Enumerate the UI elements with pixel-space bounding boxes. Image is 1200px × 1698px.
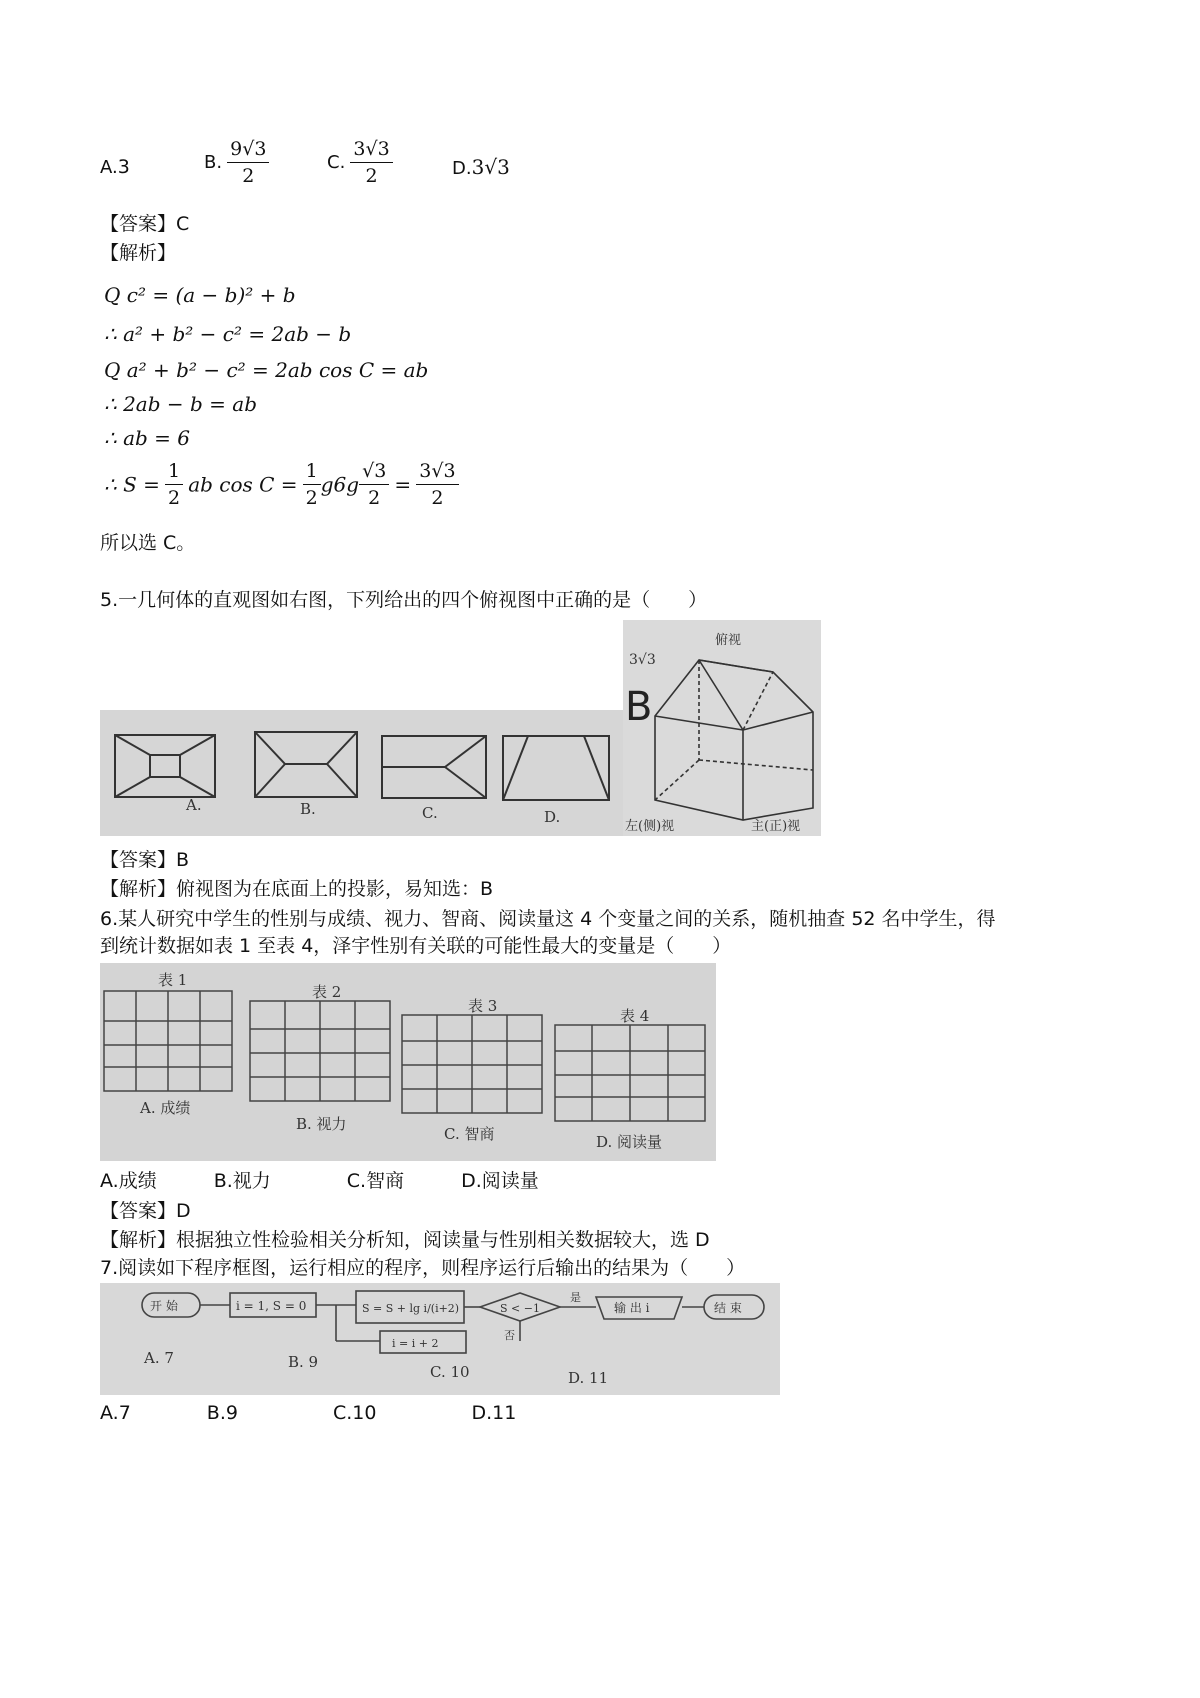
q6-table-title-4: 表 4 bbox=[620, 1007, 650, 1025]
solid-handwritten-answer: B bbox=[625, 684, 653, 730]
q4-option-b: B. $\frac{9√3}{2}$ bbox=[204, 138, 269, 187]
q5-answer: 【答案】B bbox=[100, 849, 190, 871]
flow-end: 结 束 bbox=[714, 1301, 742, 1315]
q4-answer: 【答案】C bbox=[100, 213, 190, 235]
q4-step-1: Q c² = (a − b)² + b bbox=[104, 283, 296, 307]
q7-flowchart-photo bbox=[100, 1283, 780, 1395]
topview-label-d: D. bbox=[544, 808, 561, 826]
solid-corner-label: 3√3 bbox=[629, 652, 656, 668]
topview-label-c: C. bbox=[422, 804, 438, 822]
flow-yes: 是 bbox=[570, 1291, 581, 1304]
flow-option-c: C. 10 bbox=[430, 1363, 470, 1381]
flow-init: i = 1, S = 0 bbox=[236, 1299, 307, 1313]
q5-solid-photo bbox=[623, 620, 821, 836]
flow-start: 开 始 bbox=[150, 1299, 178, 1313]
flow-incr: i = i + 2 bbox=[392, 1337, 439, 1350]
flow-no: 否 bbox=[504, 1329, 515, 1342]
q4-area-formula: ∴ S = $\frac{1}{2}$ ab cos C = $\frac{1}{2}$ g6g $\frac{√3}{2}$ = $\frac{3√3}{2}$ bbox=[104, 460, 459, 509]
solid-left-label: 左(侧)视 bbox=[625, 819, 675, 834]
flow-option-b: B. 9 bbox=[288, 1353, 319, 1371]
flow-cond: S < −1 bbox=[500, 1302, 540, 1315]
solid-front-label: 主(正)视 bbox=[751, 819, 801, 834]
q4-option-a: A.3 bbox=[100, 156, 130, 178]
topview-label-a: A. bbox=[186, 796, 202, 814]
q6-table-caption-a: A. 成绩 bbox=[140, 1099, 191, 1117]
q4-option-d: D.3√3 bbox=[452, 155, 510, 179]
q6-table-title-2: 表 2 bbox=[312, 983, 342, 1001]
q6-answer: 【答案】D bbox=[100, 1200, 191, 1222]
q4-step-3: Q a² + b² − c² = 2ab cos C = ab bbox=[104, 358, 429, 382]
q6-options: A.成绩 B.视力 C.智商 D.阅读量 bbox=[100, 1170, 539, 1192]
flow-option-d: D. 11 bbox=[568, 1369, 609, 1387]
flow-output: 输 出 i bbox=[614, 1301, 650, 1315]
flow-update: S = S + lg i/(i+2) bbox=[362, 1302, 460, 1315]
q4-step-2: ∴ a² + b² − c² = 2ab − b bbox=[104, 322, 352, 346]
solid-top-label: 俯视 bbox=[715, 633, 742, 648]
q7-question: 7.阅读如下程序框图，运行相应的程序，则程序运行后输出的结果为（ ） bbox=[100, 1257, 746, 1279]
flow-option-a: A. 7 bbox=[144, 1349, 174, 1367]
q4-analysis-label: 【解析】 bbox=[100, 242, 177, 264]
q7-options: A.7 B.9 C.10 D.11 bbox=[100, 1402, 517, 1424]
q6-table-caption-c: C. 智商 bbox=[444, 1125, 495, 1143]
q4-option-c: C. $\frac{3√3}{2}$ bbox=[327, 138, 393, 187]
q5-analysis: 【解析】俯视图为在底面上的投影，易知选：B bbox=[100, 878, 494, 900]
q4-conclusion: 所以选 C。 bbox=[100, 532, 196, 554]
q6-table-caption-b: B. 视力 bbox=[296, 1115, 347, 1133]
q5-topview-options-photo bbox=[100, 710, 623, 836]
q6-table-caption-d: D. 阅读量 bbox=[596, 1133, 663, 1151]
q6-tables-photo bbox=[100, 963, 716, 1161]
q6-question-line-2: 到统计数据如表 1 至表 4，泽宇性别有关联的可能性最大的变量是（ ） bbox=[100, 935, 732, 957]
q6-table-title-1: 表 1 bbox=[158, 971, 188, 989]
q5-question: 5.一几何体的直观图如右图，下列给出的四个俯视图中正确的是（ ） bbox=[100, 589, 708, 611]
q4-step-5: ∴ ab = 6 bbox=[104, 426, 191, 450]
q6-analysis: 【解析】根据独立性检验相关分析知，阅读量与性别相关数据较大，选 D bbox=[100, 1229, 710, 1251]
q6-question-line-1: 6.某人研究中学生的性别与成绩、视力、智商、阅读量这 4 个变量之间的关系，随机抽查 52 名中学生，得 bbox=[100, 908, 996, 930]
q6-table-title-3: 表 3 bbox=[468, 997, 498, 1015]
topview-label-b: B. bbox=[300, 800, 316, 818]
q4-step-4: ∴ 2ab − b = ab bbox=[104, 392, 258, 416]
